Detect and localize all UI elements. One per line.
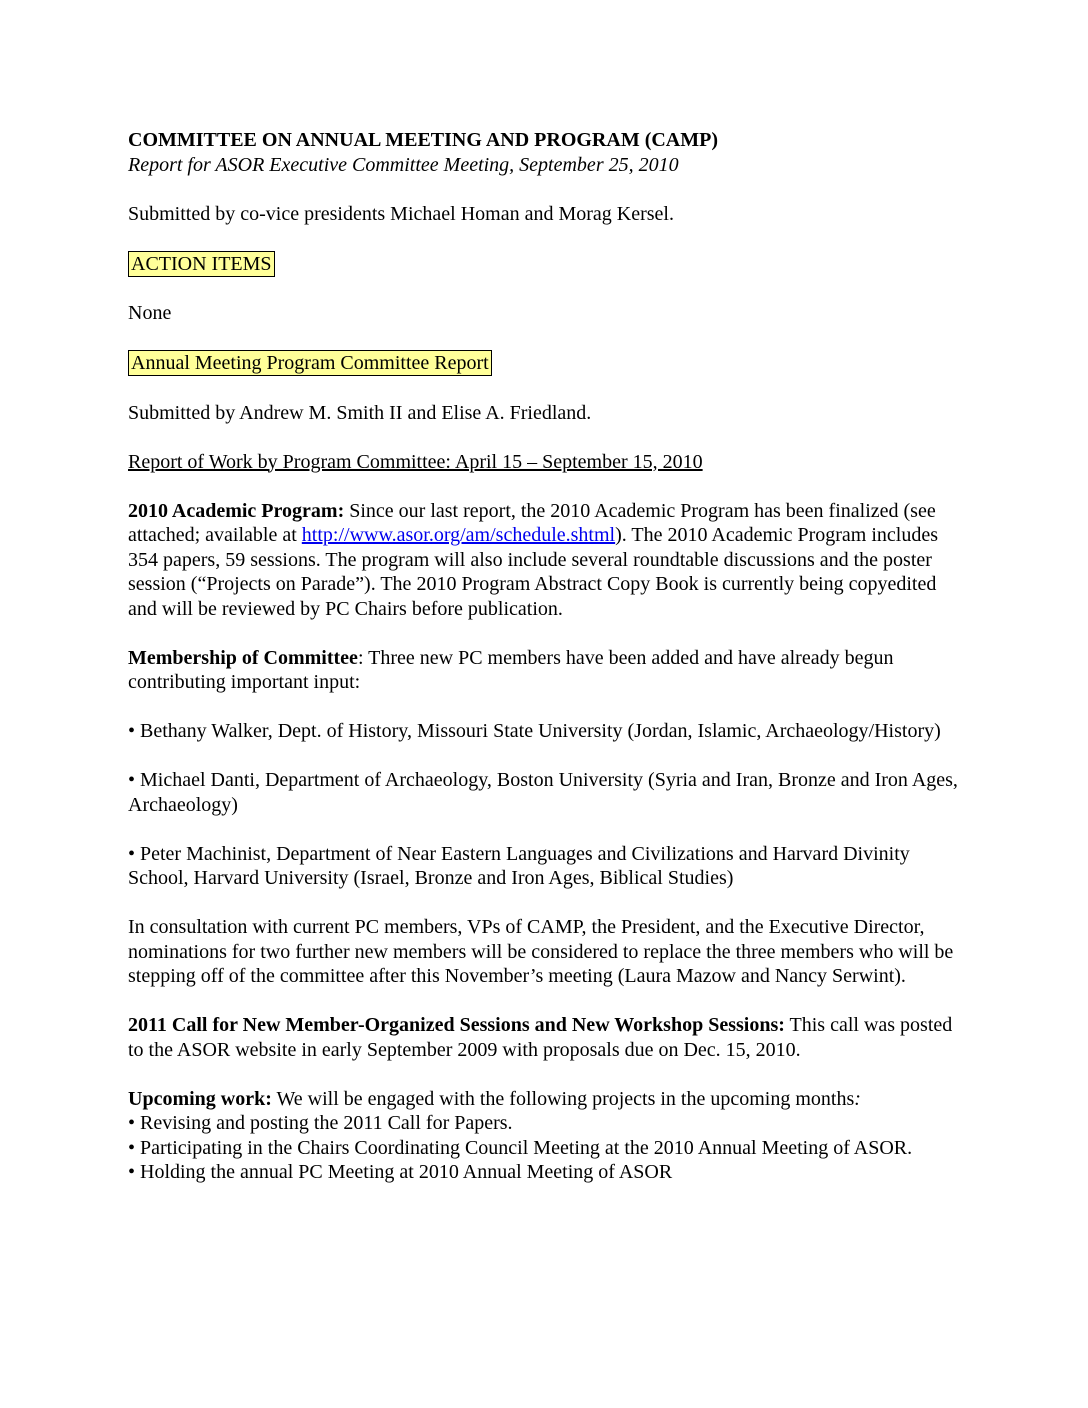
membership-text: : Three new PC members have been added and have already begun contributing important input: xyxy=(128,646,894,693)
upcoming-item: • Holding the annual PC Meeting at 2010 Annual Meeting of ASOR xyxy=(128,1161,673,1183)
academic-program-label: 2010 Academic Program: xyxy=(128,499,345,522)
member-item: • Peter Machinist, Department of Near Eastern Languages and Civilizations and Harvard Divinity School, Harvard University (Israel, Bronze and Iron Ages, Biblical Studies) xyxy=(128,842,910,889)
upcoming-item: • Participating in the Chairs Coordinating Council Meeting at the 2010 Annual Meeting of ASOR. xyxy=(128,1136,913,1159)
upcoming-work-paragraph xyxy=(128,1087,968,1112)
upcoming-item: • Revising and posting the 2011 Call for Papers. xyxy=(128,1112,513,1134)
program-committee-heading: Annual Meeting Program Committee Report xyxy=(128,350,492,376)
program-committee-section xyxy=(128,350,968,376)
consultation-paragraph: In consultation with current PC members, VPs of CAMP, the President, and the Executive Director, nominations for two further new members will be considered to replace the three members who will be stepping off of the committee after this November’s meeting (Laura Mazow and Nancy Serwint). xyxy=(128,916,954,987)
schedule-link[interactable]: http://www.asor.org/am/schedule.shtml xyxy=(301,524,616,546)
call-2011-label: 2011 Call for New Member-Organized Sessions and New Workshop Sessions: xyxy=(128,1014,785,1036)
report-of-work-title: Report of Work by Program Committee: April 15 – September 15, 2010 xyxy=(128,450,703,473)
document-subtitle: Report for ASOR Executive Committee Meeting, September 25, 2010 xyxy=(128,153,679,176)
action-items-section xyxy=(128,251,968,277)
submitted-by-vps: Submitted by co-vice presidents Michael Homan and Morag Kersel. xyxy=(128,202,674,225)
academic-program-text-1: Since our last report, the 2010 Academic Program has been finalized (see attached; available at xyxy=(128,499,936,546)
member-item: • Michael Danti, Department of Archaeology, Boston University (Syria and Iran, Bronze and Iron Ages, Archaeology) xyxy=(128,769,958,816)
academic-program-paragraph xyxy=(128,499,968,622)
program-committee-submitted-by: Submitted by Andrew M. Smith II and Elise A. Friedland. xyxy=(128,401,592,424)
upcoming-work-label: Upcoming work: xyxy=(128,1087,272,1110)
membership-label: Membership of Committee xyxy=(128,646,358,669)
academic-program-text-2: ). The 2010 Academic Program includes 354 papers, 59 sessions. The program will also include several roundtable discussions and the poster session (“Projects on Parade”). The 2010 Program Abstract Copy Book is currently being copyedited and will be reviewed by PC Chairs before publication. xyxy=(128,524,938,620)
upcoming-work-text: We will be engaged with the following projects in the upcoming months xyxy=(271,1087,855,1110)
action-items-body: None xyxy=(128,302,172,324)
membership-paragraph xyxy=(128,646,968,695)
document-page xyxy=(128,128,968,1185)
action-items-heading: ACTION ITEMS xyxy=(128,251,275,277)
member-item: • Bethany Walker, Dept. of History, Missouri State University (Jordan, Islamic, Archaeology/History) xyxy=(128,720,941,742)
call-2011-text: This call was posted to the ASOR website in early September 2009 with proposals due on Dec. 15, 2010. xyxy=(128,1014,953,1061)
upcoming-work-colon: : xyxy=(854,1087,861,1110)
call-2011-paragraph xyxy=(128,1013,968,1062)
document-title: COMMITTEE ON ANNUAL MEETING AND PROGRAM (CAMP) xyxy=(128,129,718,151)
